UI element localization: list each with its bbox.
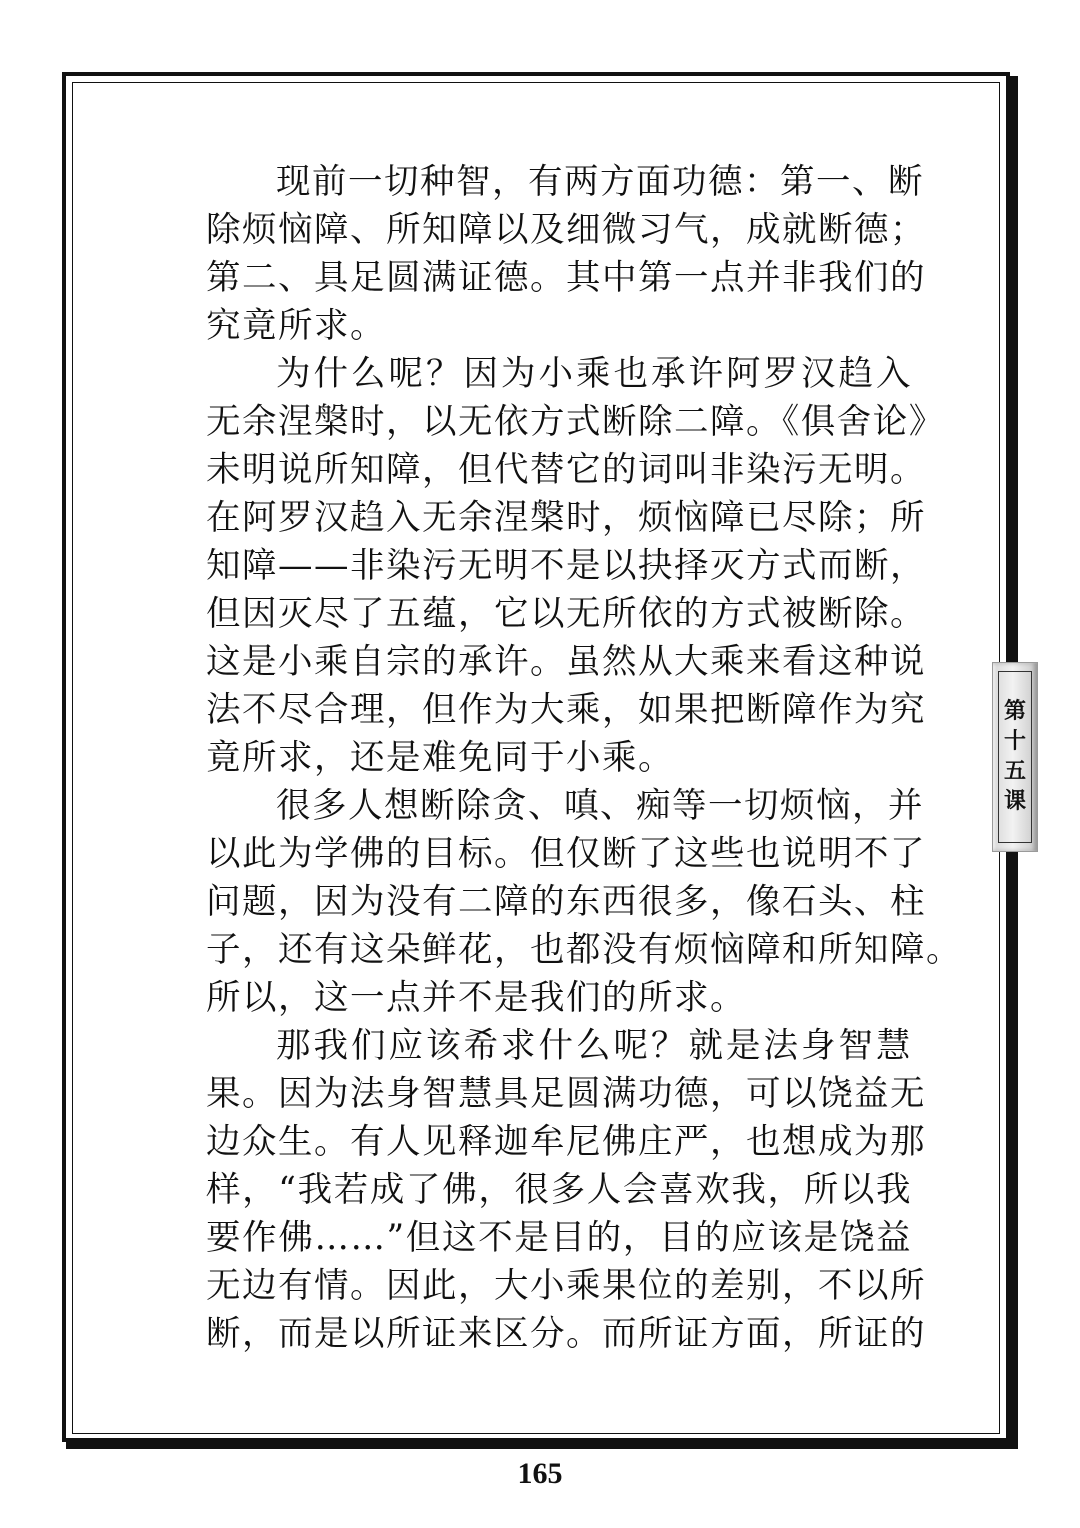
page-number: 165: [517, 1457, 563, 1490]
text-line: 断，而是以所证来区分。而所证方面，所证的: [206, 1314, 926, 1354]
text-line: 所以，这一点并不是我们的所求。: [206, 978, 746, 1018]
text-line: 样，“我若成了佛，很多人会喜欢我，所以我: [206, 1170, 912, 1210]
text-line: 问题，因为没有二障的东西很多，像石头、柱: [206, 882, 926, 922]
text-line: 很多人想断除贪、嗔、痴等一切烦恼，并: [276, 786, 924, 826]
text-line: 法不尽合理，但作为大乘，如果把断障作为究: [206, 690, 926, 730]
text-line: 无余涅槃时，以无依方式断除二障。《俱舍论》: [206, 402, 945, 442]
text-line: 子，还有这朵鲜花，也都没有烦恼障和所知障。: [206, 930, 962, 970]
text-line: 第二、具足圆满证德。其中第一点并非我们的: [206, 258, 926, 298]
text-line: 未明说所知障，但代替它的词叫非染污无明。: [206, 450, 926, 490]
chapter-tab-label: [998, 671, 1032, 843]
chapter-tab: [992, 662, 1038, 852]
chapter-tab-char: 第: [1003, 699, 1026, 724]
text-line: 要作佛……”但这不是目的，目的应该是饶益: [206, 1218, 912, 1258]
text-line: 现前一切种智，有两方面功德：第一、断: [276, 162, 924, 202]
text-line: 这是小乘自宗的承许。虽然从大乘来看这种说: [206, 642, 926, 682]
text-line: 以此为学佛的目标。但仅断了这些也说明不了: [206, 834, 926, 874]
body-text: [206, 158, 962, 1358]
chapter-tab-char: 五: [1003, 759, 1026, 784]
text-line: 边众生。有人见释迦牟尼佛庄严，也想成为那: [206, 1122, 926, 1162]
text-line: 那我们应该希求什么呢？就是法身智慧: [276, 1026, 912, 1066]
chapter-tab-char: 十: [1003, 729, 1026, 754]
text-line: 究竟所求。: [206, 306, 386, 346]
text-line: 但因灭尽了五蕴，它以无所依的方式被断除。: [206, 594, 926, 634]
chapter-tab-char: 课: [1003, 789, 1026, 814]
text-line: 无边有情。因此，大小乘果位的差别，不以所: [206, 1266, 926, 1306]
text-line: 竟所求，还是难免同于小乘。: [206, 738, 674, 778]
text-line: 为什么呢？因为小乘也承许阿罗汉趋入: [276, 354, 912, 394]
text-line: 果。因为法身智慧具足圆满功德，可以饶益无: [206, 1074, 926, 1114]
page-border-shadow-bottom: [66, 1442, 1018, 1449]
text-line: 除烦恼障、所知障以及细微习气，成就断德；: [206, 210, 926, 250]
text-line: 知障——非染污无明不是以抉择灭方式而断，: [206, 546, 926, 586]
text-line: 在阿罗汉趋入无余涅槃时，烦恼障已尽除；所: [206, 498, 926, 538]
